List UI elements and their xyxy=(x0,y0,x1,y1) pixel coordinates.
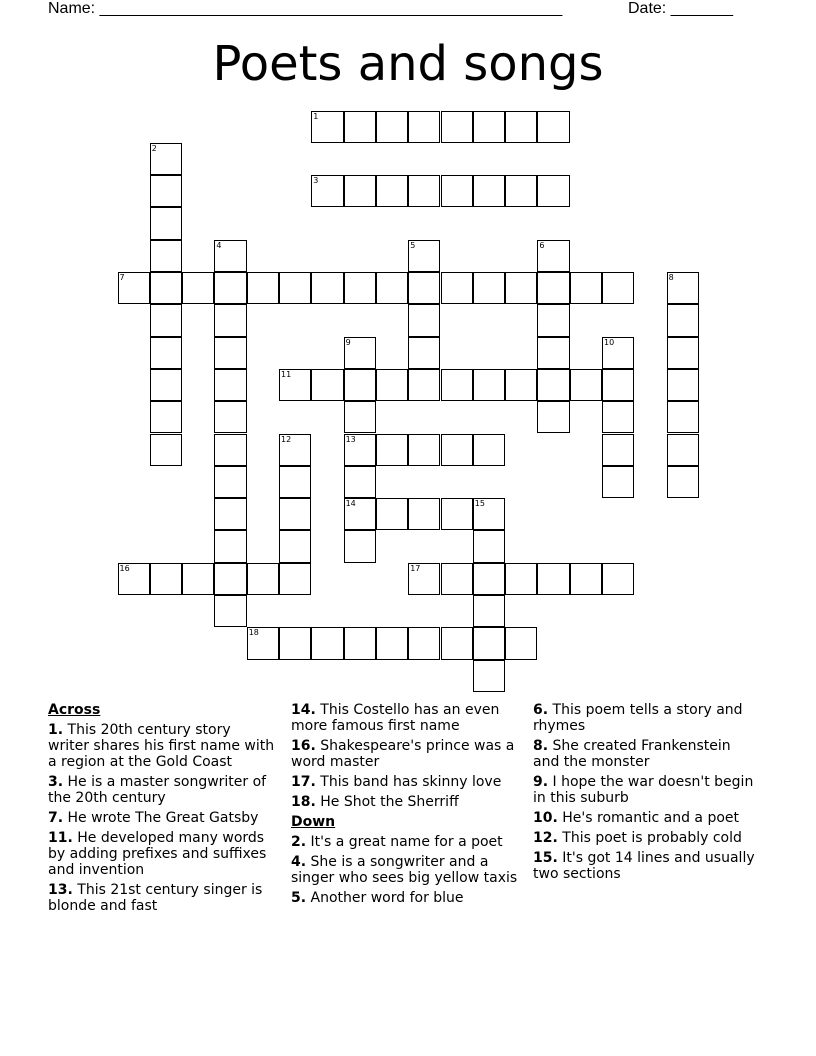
grid-cell[interactable] xyxy=(214,466,246,498)
grid-cell[interactable] xyxy=(279,369,311,401)
cell-number: 17 xyxy=(410,563,421,573)
grid-cell[interactable] xyxy=(344,498,376,530)
clue-number: 3. xyxy=(48,774,64,790)
clue-down-12 xyxy=(533,830,761,846)
grid-cell[interactable] xyxy=(602,369,634,401)
grid-cell[interactable] xyxy=(570,272,602,304)
cell-number: 8 xyxy=(668,273,674,282)
grid-cell[interactable] xyxy=(311,627,343,659)
grid-cell[interactable] xyxy=(473,627,505,659)
clue-number: 16. xyxy=(291,738,316,754)
grid-cell[interactable] xyxy=(150,434,182,466)
grid-cell[interactable] xyxy=(214,240,246,272)
clue-across-18 xyxy=(291,794,519,810)
grid-cell[interactable] xyxy=(473,595,505,627)
clue-text: He is a master songwriter of the 20th century xyxy=(48,774,267,806)
grid-cell[interactable] xyxy=(150,207,182,239)
grid-cell[interactable] xyxy=(311,111,343,143)
clue-across-1 xyxy=(48,722,276,770)
cell-number: 2 xyxy=(151,143,157,153)
grid-cell[interactable] xyxy=(408,111,440,143)
clue-number: 18. xyxy=(291,794,316,810)
grid-cell[interactable] xyxy=(150,563,182,595)
grid-cell[interactable] xyxy=(214,304,246,336)
name-field-label[interactable]: Name: ____________________________________________________ xyxy=(48,0,563,17)
grid-cell[interactable] xyxy=(408,563,440,595)
cell-number: 12 xyxy=(281,434,292,444)
grid-cell[interactable] xyxy=(376,111,408,143)
grid-cell[interactable] xyxy=(344,369,376,401)
clue-number: 6. xyxy=(533,702,549,718)
grid-cell[interactable] xyxy=(537,563,569,595)
cell-number: 13 xyxy=(345,434,356,444)
grid-cell[interactable] xyxy=(408,304,440,336)
grid-cell[interactable] xyxy=(441,627,473,659)
grid-cell[interactable] xyxy=(344,337,376,369)
grid-cell[interactable] xyxy=(408,272,440,304)
grid-cell[interactable] xyxy=(537,304,569,336)
clue-text: Shakespeare's prince was a word master xyxy=(291,738,515,770)
grid-cell[interactable] xyxy=(344,627,376,659)
clue-number: 9. xyxy=(533,774,549,790)
clue-number: 5. xyxy=(291,890,307,906)
grid-cell[interactable] xyxy=(505,369,537,401)
grid-cell[interactable] xyxy=(376,369,408,401)
grid-cell[interactable] xyxy=(537,111,569,143)
clue-across-7 xyxy=(48,810,276,826)
clue-text: She is a songwriter and a singer who sees big yellow taxis xyxy=(291,854,518,886)
grid-cell[interactable] xyxy=(537,272,569,304)
clue-down-15 xyxy=(533,850,761,882)
grid-cell[interactable] xyxy=(182,272,214,304)
grid-cell[interactable] xyxy=(182,563,214,595)
clue-column-3 xyxy=(533,702,761,886)
grid-cell[interactable] xyxy=(441,563,473,595)
clue-column-1 xyxy=(48,702,276,918)
grid-cell[interactable] xyxy=(214,595,246,627)
grid-cell[interactable] xyxy=(279,466,311,498)
clue-number: 13. xyxy=(48,882,73,898)
grid-cell[interactable] xyxy=(505,272,537,304)
grid-cell[interactable] xyxy=(667,304,699,336)
grid-cell[interactable] xyxy=(118,563,150,595)
cell-number: 4 xyxy=(216,240,222,250)
grid-cell[interactable] xyxy=(376,434,408,466)
grid-cell[interactable] xyxy=(537,401,569,433)
cell-number: 3 xyxy=(313,176,319,186)
clue-down-4 xyxy=(291,854,519,886)
clue-number: 1. xyxy=(48,722,64,738)
grid-cell[interactable] xyxy=(344,530,376,562)
clue-text: It's a great name for a poet xyxy=(310,834,503,850)
clue-number: 15. xyxy=(533,850,558,866)
cell-number: 16 xyxy=(119,563,130,573)
grid-cell[interactable] xyxy=(376,175,408,207)
clue-number: 8. xyxy=(533,738,549,754)
cell-number: 14 xyxy=(345,499,356,509)
cell-number: 5 xyxy=(410,240,416,250)
grid-cell[interactable] xyxy=(408,434,440,466)
grid-cell[interactable] xyxy=(473,272,505,304)
clue-text: It's got 14 lines and usually two sections xyxy=(533,850,755,882)
clue-text: He's romantic and a poet xyxy=(562,810,740,826)
clue-number: 14. xyxy=(291,702,316,718)
grid-cell[interactable] xyxy=(279,563,311,595)
grid-cell[interactable] xyxy=(505,563,537,595)
grid-cell[interactable] xyxy=(570,369,602,401)
grid-cell[interactable] xyxy=(311,175,343,207)
clue-across-3 xyxy=(48,774,276,806)
grid-cell[interactable] xyxy=(441,111,473,143)
clue-number: 12. xyxy=(533,830,558,846)
grid-cell[interactable] xyxy=(247,627,279,659)
grid-cell[interactable] xyxy=(537,175,569,207)
clue-number: 7. xyxy=(48,810,64,826)
grid-cell[interactable] xyxy=(214,434,246,466)
grid-cell[interactable] xyxy=(602,434,634,466)
clue-text: This poet is probably cold xyxy=(562,830,742,846)
clue-text: She created Frankenstein and the monster xyxy=(533,738,731,770)
grid-cell[interactable] xyxy=(376,272,408,304)
cell-number: 18 xyxy=(248,628,259,638)
grid-cell[interactable] xyxy=(667,466,699,498)
grid-cell[interactable] xyxy=(150,337,182,369)
clue-across-14 xyxy=(291,702,519,734)
grid-cell[interactable] xyxy=(408,627,440,659)
cell-number: 6 xyxy=(539,240,545,250)
grid-cell[interactable] xyxy=(505,627,537,659)
grid-cell[interactable] xyxy=(537,369,569,401)
clue-text: Another word for blue xyxy=(310,890,464,906)
grid-cell[interactable] xyxy=(408,369,440,401)
grid-cell[interactable] xyxy=(441,369,473,401)
grid-cell[interactable] xyxy=(602,466,634,498)
across-heading: Across xyxy=(48,702,101,718)
clue-number: 11. xyxy=(48,830,73,846)
clue-across-16 xyxy=(291,738,519,770)
clue-text: He wrote The Great Gatsby xyxy=(67,810,259,826)
grid-cell[interactable] xyxy=(667,369,699,401)
grid-cell[interactable] xyxy=(279,272,311,304)
grid-cell[interactable] xyxy=(150,143,182,175)
grid-cell[interactable] xyxy=(214,337,246,369)
clue-column-2 xyxy=(291,702,519,910)
clue-across-17 xyxy=(291,774,519,790)
grid-cell[interactable] xyxy=(408,175,440,207)
grid-cell[interactable] xyxy=(408,240,440,272)
clue-number: 10. xyxy=(533,810,558,826)
grid-cell[interactable] xyxy=(214,498,246,530)
grid-cell[interactable] xyxy=(344,111,376,143)
grid-cell[interactable] xyxy=(473,498,505,530)
grid-cell[interactable] xyxy=(279,434,311,466)
grid-cell[interactable] xyxy=(441,272,473,304)
grid-cell[interactable] xyxy=(473,175,505,207)
grid-cell[interactable] xyxy=(214,369,246,401)
clue-across-13 xyxy=(48,882,276,914)
grid-cell[interactable] xyxy=(570,563,602,595)
grid-cell[interactable] xyxy=(441,175,473,207)
clue-across-11 xyxy=(48,830,276,878)
grid-cell[interactable] xyxy=(150,272,182,304)
grid-cell[interactable] xyxy=(441,434,473,466)
clue-text: This band has skinny love xyxy=(320,774,502,790)
grid-cell[interactable] xyxy=(344,434,376,466)
grid-cell[interactable] xyxy=(473,434,505,466)
page-title: Poets and songs xyxy=(212,36,604,92)
clue-down-9 xyxy=(533,774,761,806)
clue-text: This poem tells a story and rhymes xyxy=(533,702,743,734)
grid-cell[interactable] xyxy=(473,369,505,401)
grid-cell[interactable] xyxy=(441,498,473,530)
grid-cell[interactable] xyxy=(118,272,150,304)
grid-cell[interactable] xyxy=(214,530,246,562)
grid-cell[interactable] xyxy=(408,337,440,369)
grid-cell[interactable] xyxy=(214,563,246,595)
grid-cell[interactable] xyxy=(150,401,182,433)
clue-text: This 21st century singer is blonde and fast xyxy=(48,882,263,914)
cell-number: 10 xyxy=(604,337,615,347)
cell-number: 15 xyxy=(474,499,485,509)
grid-cell[interactable] xyxy=(537,337,569,369)
grid-cell[interactable] xyxy=(408,498,440,530)
grid-cell[interactable] xyxy=(667,337,699,369)
grid-cell[interactable] xyxy=(344,272,376,304)
cell-number: 11 xyxy=(281,369,292,379)
grid-cell[interactable] xyxy=(473,530,505,562)
grid-cell[interactable] xyxy=(473,563,505,595)
clue-down-10 xyxy=(533,810,761,826)
grid-cell[interactable] xyxy=(150,369,182,401)
grid-cell[interactable] xyxy=(311,369,343,401)
grid-cell[interactable] xyxy=(505,175,537,207)
clue-text: This Costello has an even more famous first name xyxy=(291,702,500,734)
clue-number: 4. xyxy=(291,854,307,870)
grid-cell[interactable] xyxy=(667,401,699,433)
clue-text: This 20th century story writer shares his first name with a region at the Gold Coast xyxy=(48,722,275,770)
grid-cell[interactable] xyxy=(344,401,376,433)
clue-number: 2. xyxy=(291,834,307,850)
grid-cell[interactable] xyxy=(247,272,279,304)
clue-text: He Shot the Sherriff xyxy=(320,794,459,810)
grid-cell[interactable] xyxy=(279,498,311,530)
date-field-label[interactable]: Date: _______ xyxy=(628,0,733,17)
grid-cell[interactable] xyxy=(150,175,182,207)
cell-number: 9 xyxy=(345,337,351,347)
grid-cell[interactable] xyxy=(602,337,634,369)
clue-text: I hope the war doesn't begin in this suburb xyxy=(533,774,754,806)
grid-cell[interactable] xyxy=(214,401,246,433)
cell-number: 1 xyxy=(313,111,319,121)
grid-cell[interactable] xyxy=(344,175,376,207)
grid-cell[interactable] xyxy=(505,111,537,143)
grid-cell[interactable] xyxy=(247,563,279,595)
grid-cell[interactable] xyxy=(376,498,408,530)
grid-cell[interactable] xyxy=(150,304,182,336)
clue-down-2 xyxy=(291,834,519,850)
clue-number: 17. xyxy=(291,774,316,790)
grid-cell[interactable] xyxy=(667,434,699,466)
grid-cell[interactable] xyxy=(376,627,408,659)
cell-number: 7 xyxy=(119,273,125,282)
grid-cell[interactable] xyxy=(150,240,182,272)
grid-cell[interactable] xyxy=(214,272,246,304)
clue-down-8 xyxy=(533,738,761,770)
grid-cell[interactable] xyxy=(473,660,505,692)
grid-cell[interactable] xyxy=(537,240,569,272)
down-heading: Down xyxy=(291,814,336,830)
grid-cell[interactable] xyxy=(279,627,311,659)
grid-cell[interactable] xyxy=(344,466,376,498)
grid-cell[interactable] xyxy=(602,563,634,595)
grid-cell[interactable] xyxy=(667,272,699,304)
clue-down-6 xyxy=(533,702,761,734)
grid-cell[interactable] xyxy=(602,401,634,433)
clue-down-5 xyxy=(291,890,519,906)
clue-text: He developed many words by adding prefixes and suffixes and invention xyxy=(48,830,267,878)
grid-cell[interactable] xyxy=(311,272,343,304)
grid-cell[interactable] xyxy=(602,272,634,304)
grid-cell[interactable] xyxy=(473,111,505,143)
grid-cell[interactable] xyxy=(279,530,311,562)
